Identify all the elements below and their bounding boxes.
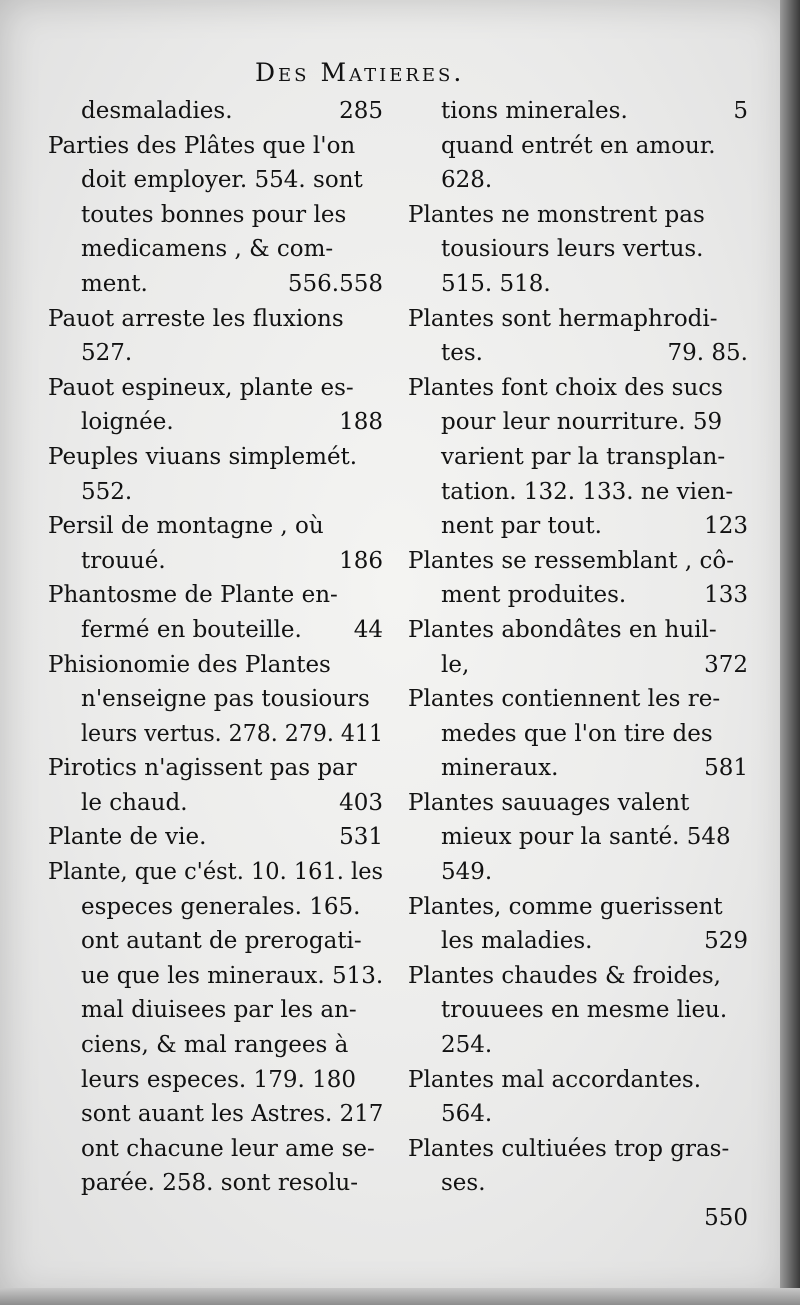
index-line — [48, 1097, 383, 1132]
index-line-text: leurs vertus. 278. 279. 411 — [81, 720, 384, 747]
index-line-text: nent par tout. — [441, 513, 602, 540]
index-entry — [48, 820, 383, 855]
index-entry — [408, 890, 748, 959]
index-line-text: Plantes, comme guerissent — [408, 893, 723, 920]
index-line-text: ment produites. — [441, 582, 627, 609]
index-line-text: sont auant les Astres. 217 — [81, 1101, 384, 1128]
index-line — [48, 544, 383, 579]
index-entry — [408, 94, 748, 198]
index-line-text: Plantes ne monstrent pas — [408, 201, 705, 228]
index-entry — [48, 509, 383, 578]
index-line — [48, 890, 383, 925]
index-line-text: ont autant de prerogati- — [81, 928, 362, 955]
index-line-text: doit employer. 554. sont — [81, 167, 363, 194]
index-line-text: Peuples viuans simplemét. — [48, 443, 358, 470]
index-line — [408, 405, 748, 440]
index-line-text: Plantes cultiuées trop gras- — [408, 1135, 730, 1162]
page-reference: 123 — [704, 513, 748, 540]
index-line-text: Plantes chaudes & froides, — [408, 962, 721, 989]
index-line — [408, 440, 748, 475]
index-line-text: Plantes se ressemblant , cô- — [408, 547, 734, 574]
index-line — [48, 440, 383, 475]
index-line — [408, 613, 748, 648]
index-line-text: 564. — [441, 1101, 493, 1128]
index-line — [408, 682, 748, 717]
index-line — [408, 890, 748, 925]
index-line — [48, 129, 383, 164]
index-line — [408, 820, 748, 855]
page-reference: 186 — [339, 547, 383, 574]
page-reference: 531 — [339, 824, 383, 851]
index-line-text: tation. 132. 133. ne vien- — [441, 478, 734, 505]
index-entry — [48, 129, 383, 302]
index-line — [48, 717, 383, 752]
index-line — [408, 1166, 748, 1201]
index-line — [48, 751, 383, 786]
index-line-text: 515. 518. — [441, 270, 551, 297]
index-line-text: ont chacune leur ame se- — [81, 1135, 375, 1162]
index-line-text: Plantes sauuages valent — [408, 789, 690, 816]
index-entry — [408, 371, 748, 544]
index-line-text: le chaud. — [81, 789, 188, 816]
index-line — [48, 198, 383, 233]
index-line — [408, 924, 748, 959]
index-line-text: desmaladies. — [81, 98, 233, 124]
index-line — [408, 1028, 748, 1063]
index-entry — [408, 786, 748, 890]
index-entry — [408, 198, 748, 302]
index-line — [48, 959, 383, 994]
page-reference: 44 — [353, 616, 383, 643]
index-line-text: Phantosme de Plante en- — [48, 582, 338, 609]
index-entry — [408, 1132, 748, 1236]
index-line — [48, 94, 383, 129]
index-entry — [408, 682, 748, 786]
page-reference: 5 — [733, 98, 748, 124]
index-line — [408, 544, 748, 579]
index-line-text: tousiours leurs vertus. — [441, 236, 704, 263]
index-column-right — [408, 94, 748, 1236]
page-reference: 403 — [339, 789, 383, 816]
index-line — [48, 648, 383, 683]
index-line — [408, 475, 748, 510]
index-line — [48, 302, 383, 337]
index-line-text: leurs especes. 179. 180 — [81, 1066, 356, 1093]
index-line-text: quand entrét en amour. — [441, 132, 716, 159]
index-line-text: Pirotics n'agissent pas par — [48, 755, 357, 782]
index-line — [48, 1063, 383, 1098]
index-line — [408, 302, 748, 337]
index-line-text: pour leur nourriture. 59 — [441, 409, 723, 436]
index-line — [408, 232, 748, 267]
index-line-text: trouué. — [81, 547, 166, 574]
index-entry — [48, 578, 383, 647]
index-entry — [48, 648, 383, 752]
index-line-text: Pauot arreste les fluxions — [48, 305, 344, 332]
index-line-text: varient par la transplan- — [441, 443, 726, 470]
index-line-text: Pauot espineux, plante es- — [48, 374, 354, 401]
index-line-text: Persil de montagne , où — [48, 513, 324, 540]
page-reference: 133 — [704, 582, 748, 609]
index-line — [48, 613, 383, 648]
index-line — [48, 1166, 383, 1201]
index-line-text: Plante de vie. — [48, 824, 207, 851]
index-entry — [408, 302, 748, 371]
index-line — [48, 993, 383, 1028]
index-line — [408, 786, 748, 821]
index-line — [408, 1097, 748, 1132]
index-column-left — [48, 94, 383, 1201]
index-line-text: Plantes mal accordantes. — [408, 1066, 702, 1093]
index-line-text: ciens, & mal rangees à — [81, 1032, 349, 1059]
index-line-text: 254. — [441, 1032, 493, 1059]
index-line — [408, 717, 748, 752]
index-entry — [408, 613, 748, 682]
index-line — [48, 232, 383, 267]
index-line-text: 628. — [441, 167, 493, 194]
page-reference: 550 — [704, 1205, 748, 1231]
index-line-text: fermé en bouteille. — [81, 616, 302, 643]
index-line-text: Phisionomie des Plantes — [48, 651, 331, 678]
index-line-text: Plante, que c'ést. 10. 161. les — [48, 859, 384, 886]
index-line — [408, 1063, 748, 1098]
index-line — [408, 751, 748, 786]
index-entry — [408, 959, 748, 1063]
index-line — [48, 371, 383, 406]
index-line — [408, 993, 748, 1028]
index-entry — [48, 440, 383, 509]
index-entry — [408, 1063, 748, 1132]
index-line — [48, 578, 383, 613]
page-reference: 581 — [704, 755, 748, 782]
index-line — [48, 405, 383, 440]
index-line-text: tions minerales. — [441, 98, 628, 124]
index-line — [408, 129, 748, 164]
index-line — [48, 924, 383, 959]
index-line-text: 527. — [81, 340, 133, 367]
index-line-text: trouuees en mesme lieu. — [441, 997, 728, 1024]
index-line — [48, 820, 383, 855]
index-line — [48, 855, 383, 890]
index-line-text: parée. 258. sont resolu- — [81, 1170, 359, 1197]
index-line-text: medicamens , & com- — [81, 236, 334, 263]
index-line-text: Parties des Plâtes que l'on — [48, 132, 356, 159]
page-reference: 556.558 — [287, 270, 383, 297]
index-line — [48, 163, 383, 198]
index-line-text: ue que les mineraux. 513. — [81, 962, 384, 989]
index-line — [48, 682, 383, 717]
index-line — [408, 94, 748, 129]
index-line-text: Plantes sont hermaphrodi- — [408, 305, 718, 332]
index-entry — [48, 302, 383, 371]
index-line — [48, 509, 383, 544]
index-line — [408, 855, 748, 890]
index-line-text: especes generales. 165. — [81, 893, 361, 920]
index-line-text: mieux pour la santé. 548 — [441, 824, 731, 851]
page-reference: 285 — [339, 98, 383, 124]
page-reference: 372 — [704, 651, 748, 678]
index-entry — [48, 94, 383, 129]
running-header: Des Matieres. — [255, 58, 465, 87]
index-line-text: loignée. — [81, 409, 174, 436]
index-entry — [48, 855, 383, 1201]
index-line-text: toutes bonnes pour les — [81, 201, 347, 228]
page-edge-shadow — [780, 0, 800, 1305]
index-entry — [48, 371, 383, 440]
index-line-text: Plantes font choix des sucs — [408, 374, 723, 401]
index-line-text: mineraux. — [441, 755, 559, 782]
index-line — [48, 786, 383, 821]
index-line-text: mal diuisees par les an- — [81, 997, 357, 1024]
index-line — [48, 336, 383, 371]
index-line — [408, 336, 748, 371]
index-line-text: le, — [441, 651, 470, 678]
page-reference: 79. 85. — [667, 340, 748, 367]
page-bottom-edge — [0, 1288, 800, 1305]
index-line — [408, 578, 748, 613]
index-line-text: les maladies. — [441, 928, 593, 955]
index-line-text: Plantes abondâtes en huil- — [408, 616, 717, 643]
index-line — [408, 1201, 748, 1236]
index-line — [408, 267, 748, 302]
index-line-text: ment. — [81, 270, 148, 297]
index-line-text: n'enseigne pas tousiours — [81, 686, 370, 713]
index-entry — [408, 544, 748, 613]
index-line-text: Plantes contiennent les re- — [408, 686, 721, 713]
index-line — [408, 509, 748, 544]
index-line — [408, 163, 748, 198]
page-reference: 529 — [704, 928, 748, 955]
index-line-text: tes. — [441, 340, 483, 367]
index-line — [408, 1132, 748, 1167]
index-line-text: ses. — [441, 1170, 486, 1197]
index-line-text: 552. — [81, 478, 133, 505]
index-line — [48, 475, 383, 510]
index-line — [48, 1132, 383, 1167]
index-line-text: medes que l'on tire des — [441, 720, 713, 747]
index-entry — [48, 751, 383, 820]
index-line-text: 549. — [441, 859, 493, 886]
page-reference: 188 — [339, 409, 383, 436]
index-line — [48, 267, 383, 302]
index-line — [48, 1028, 383, 1063]
index-line — [408, 371, 748, 406]
index-line — [408, 648, 748, 683]
index-line — [408, 959, 748, 994]
index-line — [408, 198, 748, 233]
